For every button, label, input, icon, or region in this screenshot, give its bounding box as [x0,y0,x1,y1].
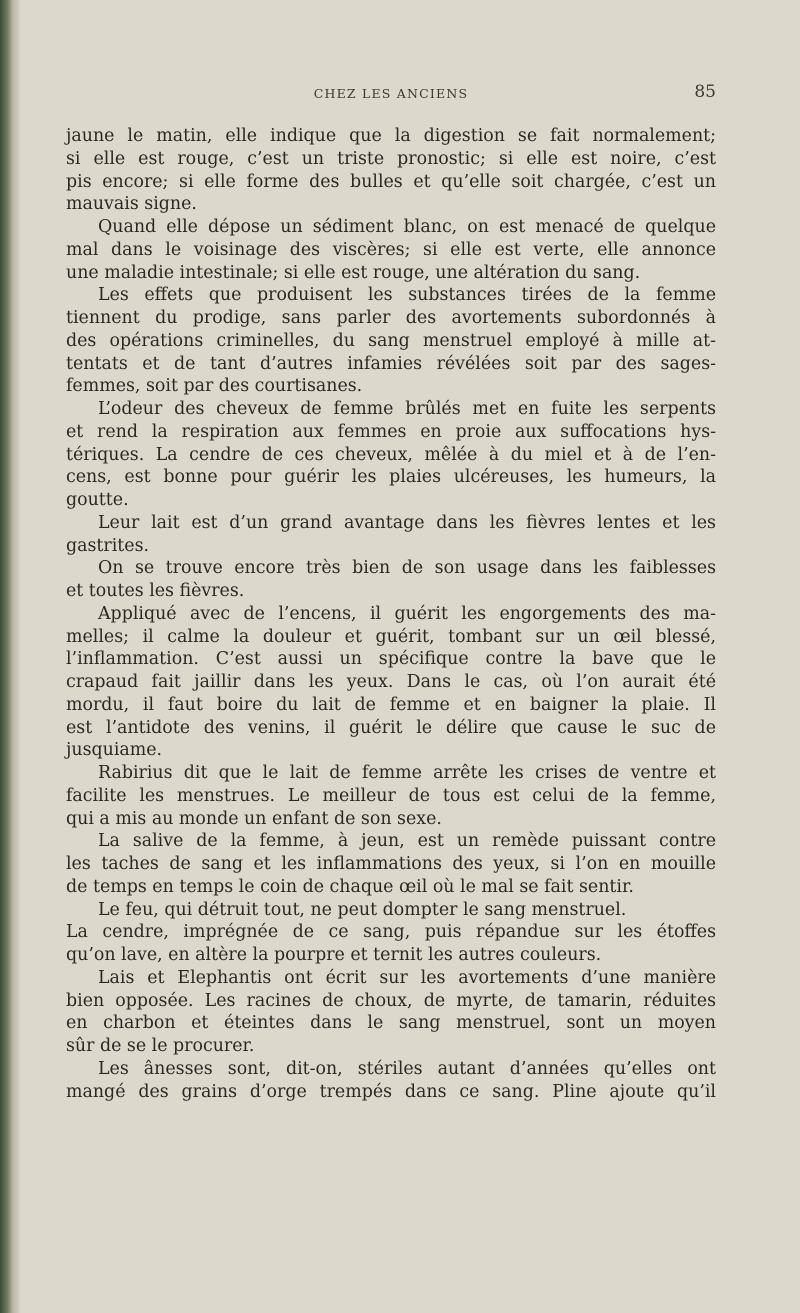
text-line: bien opposée. Les racines de choux, de myrte, de tamarin, réduites [66,990,716,1011]
text-line: mal dans le voisinage des viscères; si elle est verte, elle annonce [66,239,716,260]
text-line: La salive de la femme, à jeun, est un remède puissant contre [98,831,716,852]
text-line: Appliqué avec de l’encens, il guérit les engorgements des ma- [98,603,716,624]
text-line: mordu, il faut boire du lait de femme et en baigner la plaie. Il [66,694,716,715]
running-title: CHEZ LES ANCIENS [313,86,469,101]
text-line: femmes, soit par des courtisanes. [66,376,363,397]
text-line: pis encore; si elle forme des bulles et qu’elle soit chargée, c’est un [66,171,716,192]
book-spine-shadow [0,0,20,1313]
text-line: melles; il calme la douleur et guérit, tombant sur un œil blessé, [66,626,716,647]
text-line: L’odeur des cheveux de femme brûlés met en fuite les serpents [98,399,716,419]
page-number: 85 [694,82,716,102]
text-line: mangé des grains d’orge trempés dans ce sang. Pline ajoute qu’il [66,1081,716,1102]
text-line: On se trouve encore très bien de son usage dans les faiblesses [98,558,716,579]
text-line: tériques. La cendre de ces cheveux, mêlée à du miel et à de l’en- [66,444,716,465]
text-line: Quand elle dépose un sédiment blanc, on est menacé de quelque [98,217,716,237]
text-line: jaune le matin, elle indique que la digestion se fait normalement; [66,126,716,146]
text-line: Les ânesses sont, dit-on, stériles autant d’années qu’elles ont [98,1058,716,1079]
text-line: goutte. [66,490,129,510]
text-line: si elle est rouge, c’est un triste pronostic; si elle est noire, c’est [66,148,716,169]
text-line: Rabirius dit que le lait de femme arrête les crises de ventre et [98,763,716,783]
text-line: qui a mis au monde un enfant de son sexe. [66,808,442,829]
text-line: et rend la respiration aux femmes en proie aux suffocations hys- [66,421,716,442]
text-line: facilite les menstrues. Le meilleur de tous est celui de la femme, [66,785,716,806]
text-line: est l’antidote des venins, il guérit le délire que cause le suc de [66,717,716,738]
text-line: jusquiame. [66,740,163,761]
text-line: Lais et Elephantis ont écrit sur les avortements d’une manière [98,967,716,988]
text-line: l’inflammation. C’est aussi un spécifique contre la bave que le [66,649,716,670]
text-line: Les effets que produisent les substances tirées de la femme [98,285,716,306]
text-line: les taches de sang et les inflammations des yeux, si l’on en mouille [66,854,716,874]
text-line: Leur lait est d’un grand avantage dans les fièvres lentes et les [98,512,716,533]
text-line: en charbon et éteintes dans le sang menstruel, sont un moyen [66,1013,716,1034]
text-line: tiennent du prodige, sans parler des avortements subordonnés à [66,308,716,328]
text-line: de temps en temps le coin de chaque œil où le mal se fait sentir. [66,876,634,897]
text-line: cens, est bonne pour guérir les plaies ulcéreuses, les humeurs, la [66,467,716,488]
text-line: des opérations criminelles, du sang menstruel employé à mille at- [66,330,716,351]
running-head [66,82,716,106]
text-line: gastrites. [66,535,150,556]
text-line: crapaud fait jaillir dans les yeux. Dans le cas, où l’on aurait été [66,672,716,692]
text-line: et toutes les fièvres. [66,581,245,601]
text-line: qu’on lave, en altère la pourpre et ternit les autres couleurs. [66,945,602,965]
text-line: sûr de se le procurer. [66,1036,255,1056]
text-line: La cendre, imprégnée de ce sang, puis répandue sur les étoffes [66,922,716,943]
text-line: mauvais signe. [66,194,197,215]
text-line: tentats et de tant d’autres infamies révélées soit par des sages- [66,353,716,374]
text-line: une maladie intestinale; si elle est rouge, une altération du sang. [66,262,641,283]
text-line: Le feu, qui détruit tout, ne peut dompter le sang menstruel. [98,899,627,920]
body-text [66,125,716,1103]
